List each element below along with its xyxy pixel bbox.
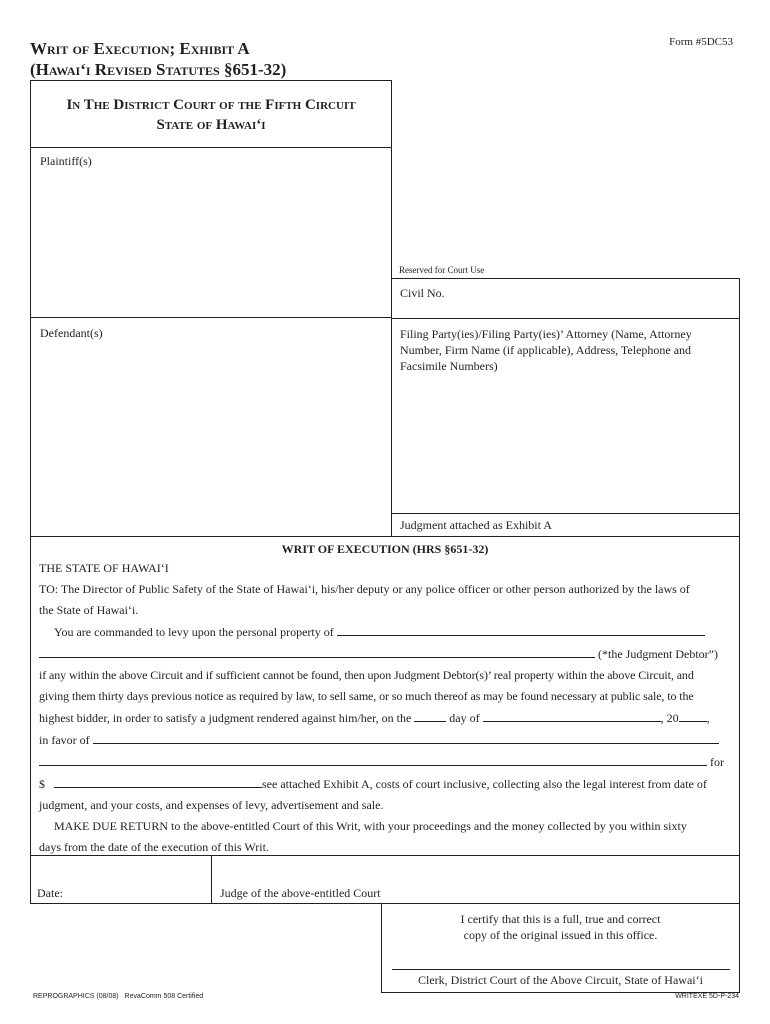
plaintiff-label: Plaintiff(s) bbox=[40, 154, 92, 168]
certify-text bbox=[382, 911, 739, 943]
reserved-court-use-label: Reserved for Court Use bbox=[399, 265, 485, 275]
form-title-line1: Writ of Execution; Exhibit A bbox=[30, 39, 250, 58]
judge-label: Judge of the above-entitled Court bbox=[220, 886, 381, 900]
year-comma: , bbox=[706, 711, 710, 725]
court-caption-box bbox=[30, 80, 392, 148]
in-favor-of-blank[interactable] bbox=[93, 729, 719, 744]
clerk-label: Clerk, District Court of the Above Circuit, State of Hawai‘i bbox=[418, 973, 703, 987]
date-box[interactable] bbox=[30, 855, 212, 904]
if-any-line: if any within the above Circuit and if sufficient cannot be found, then upon Judgment Debtor(s)’ real property within the above Circuit, and bbox=[39, 668, 694, 682]
amount-blank[interactable] bbox=[54, 773, 262, 788]
court-name bbox=[31, 81, 391, 135]
make-due-line-2: days from the date of the execution of this Writ. bbox=[39, 840, 269, 854]
revacomm-text: RevaComm 508 Certified bbox=[124, 993, 204, 1000]
filing-party-label: Filing Party(ies)/Filing Party(ies)’ Attorney (Name, Attorney Number, Firm Name (if applicable), Address, Telephone and Facsimile Numbers) bbox=[400, 327, 692, 373]
judge-signature-box[interactable] bbox=[211, 855, 740, 904]
in-favor-line bbox=[39, 729, 733, 751]
judgment-day-blank[interactable] bbox=[414, 707, 446, 722]
judgment-year-blank[interactable] bbox=[679, 707, 707, 722]
reprographics-text: REPROGRAPHICS (08/08) bbox=[33, 993, 119, 1000]
writ-text bbox=[39, 558, 733, 858]
bidder-line bbox=[39, 707, 733, 729]
judgment-debtor-text: (*the Judgment Debtor”) bbox=[598, 647, 718, 661]
form-title bbox=[30, 38, 286, 80]
to-line-2: the State of Hawai‘i. bbox=[39, 603, 139, 617]
amount-line bbox=[39, 773, 733, 795]
form-number: Form #5DC53 bbox=[669, 36, 733, 48]
personal-property-of-blank[interactable] bbox=[337, 621, 705, 636]
certify-line-1: I certify that this is a full, true and correct bbox=[460, 912, 661, 926]
civil-no-box[interactable] bbox=[391, 278, 740, 319]
for-text: for bbox=[710, 755, 724, 769]
court-line2: State of Hawai‘i bbox=[156, 117, 266, 133]
day-of-text: day of bbox=[449, 711, 480, 725]
clerk-signature-line[interactable] bbox=[392, 969, 730, 970]
judgment-box bbox=[391, 513, 740, 537]
clerk-certification-box bbox=[381, 903, 740, 993]
judgment-month-blank[interactable] bbox=[483, 707, 661, 722]
exhibit-text: see attached Exhibit A, costs of court inclusive, collecting also the legal interest from date of bbox=[262, 777, 707, 791]
defendant-label: Defendant(s) bbox=[40, 326, 103, 340]
date-label: Date: bbox=[37, 886, 63, 900]
form-title-line2: (Hawai‘i Revised Statutes §651-32) bbox=[30, 60, 287, 79]
judgment-label: Judgment attached as Exhibit A bbox=[400, 518, 552, 532]
make-due-line-1: MAKE DUE RETURN to the above-entitled Court of this Writ, with your proceedings and the money collected by you within sixty bbox=[54, 819, 687, 833]
judgment-debtor-blank[interactable] bbox=[39, 643, 595, 658]
judgment-debtor-line bbox=[39, 643, 733, 665]
judgment-costs-line: judgment, and your costs, and expenses of levy, advertisement and sale. bbox=[39, 798, 384, 812]
dollar-sign: $ bbox=[39, 777, 45, 791]
certify-line-2: copy of the original issued in this office. bbox=[463, 928, 658, 942]
command-line bbox=[39, 621, 733, 643]
footer-code: WRITEXE 5D-P-234 bbox=[675, 993, 739, 1000]
civil-no-label: Civil No. bbox=[400, 286, 445, 300]
in-favor-text: in favor of bbox=[39, 733, 90, 747]
defendant-box[interactable] bbox=[30, 317, 392, 537]
year-prefix-text: , 20 bbox=[660, 711, 679, 725]
plaintiff-box[interactable] bbox=[30, 147, 392, 318]
court-line1: In The District Court of the Fifth Circuit bbox=[66, 97, 356, 113]
for-line bbox=[39, 751, 733, 773]
bidder-text: highest bidder, in order to satisfy a judgment rendered against him/her, on the bbox=[39, 711, 412, 725]
to-line-1: TO: The Director of Public Safety of the State of Hawai‘i, his/her deputy or any police officer or other person authorized by the laws of bbox=[39, 582, 690, 596]
state-line: THE STATE OF HAWAI‘I bbox=[39, 561, 169, 575]
command-text: You are commanded to levy upon the personal property of bbox=[54, 625, 334, 639]
giving-line: giving them thirty days previous notice as required by law, to sell same, or so much thereof as may be found necessary at public sale, to the bbox=[39, 689, 694, 703]
in-favor-of-blank-2[interactable] bbox=[39, 751, 707, 766]
writ-heading: WRIT OF EXECUTION (HRS §651-32) bbox=[281, 542, 489, 556]
footer-left bbox=[33, 993, 203, 1000]
filing-party-box[interactable] bbox=[391, 318, 740, 514]
